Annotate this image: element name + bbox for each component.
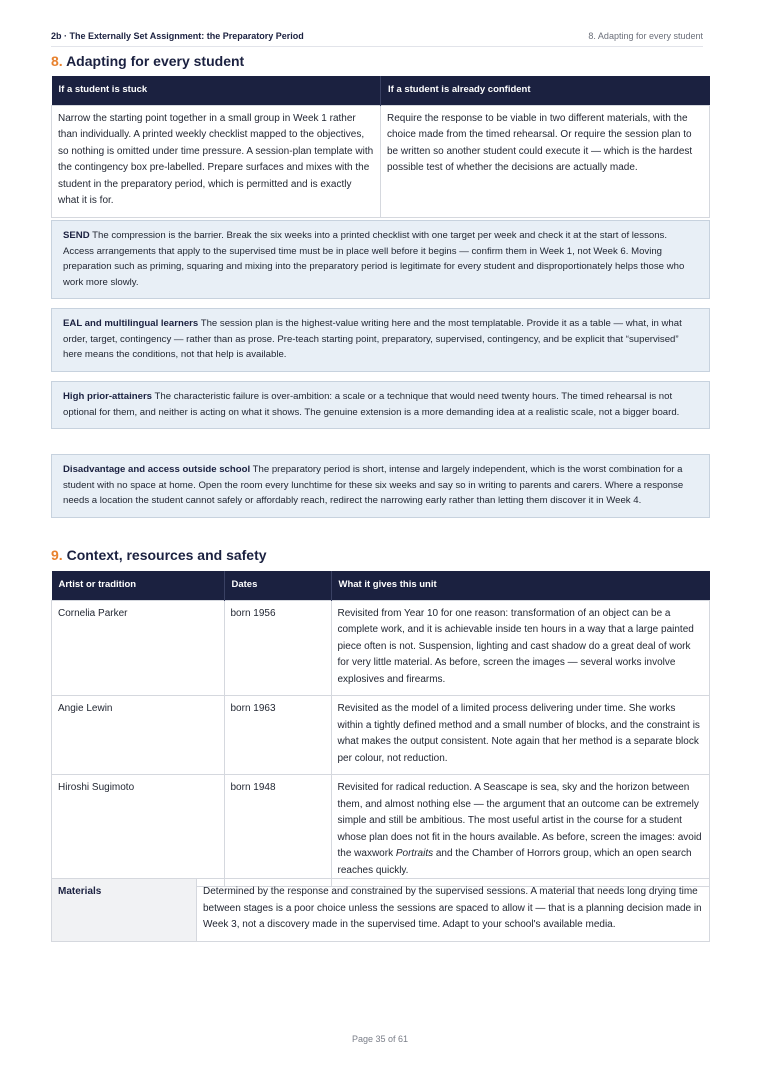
- artist-description: [331, 775, 710, 887]
- artist-dates: born 1956: [224, 600, 331, 696]
- note-label: SEND: [63, 230, 90, 241]
- context-header-dates: Dates: [224, 571, 331, 600]
- section-8-heading: [51, 53, 244, 69]
- context-table: [51, 571, 710, 887]
- artist-description-part: Revisited for radical reduction. A Seascape is sea, sky and the horizon between them, and almost nothing else — the argument that an outcome can be extremely simple and still be ambitious. The most useful artist in the course for a student whose plan does not fit in the hours available. As before, screen the images: avoid the waxwork: [337, 782, 702, 859]
- table-row: [52, 696, 710, 775]
- artist-description-italic: Portraits: [395, 848, 434, 859]
- section-9-number: 9.: [51, 547, 63, 563]
- note-text: The characteristic failure is over-ambition: a scale or a technique that would need twenty hours. The timed rehearsal is not optional for them, and neither is acting on what it shows. The genuine extension is a more demanding idea at a realistic scale, not a bigger board.: [63, 391, 680, 418]
- adapting-table: [51, 76, 710, 218]
- artist-description: Revisited from Year 10 for one reason: transformation of an object can be a complete work, and it is achievable inside ten hours in a way that a large painted piece often is not. Suspension, lighting and cast shadow do a great deal of work for very little material. As before, screen the images — several works involve explosives and firearms.: [331, 600, 710, 696]
- note-text: The session plan is the highest-value writing here and the most templatable. Provide it as a table — what, in what order, target, contingency — rather than as prose. Pre-teach starting point, preparatory, supervised, contingency, and be explicit that “supervised” here means the conditions, not that help is available.: [63, 318, 682, 361]
- adapting-header-stuck: If a student is stuck: [52, 76, 381, 105]
- running-header-title: 2b · The Externally Set Assignment: the Preparatory Period: [51, 31, 304, 41]
- section-8-title: Adapting for every student: [66, 53, 245, 69]
- context-header-gives: What it gives this unit: [331, 571, 710, 600]
- section-9-heading: [51, 547, 267, 563]
- note-disadvantage: [51, 454, 710, 518]
- artist-name: Hiroshi Sugimoto: [52, 775, 225, 887]
- context-header-artist: Artist or tradition: [52, 571, 225, 600]
- adapting-cell-stuck: Narrow the starting point together in a small group in Week 1 rather than individually. A printed weekly checklist mapped to the objectives, so nothing is omitted under time pressure. A session-plan template with the contingency box pre-labelled. Prepare surfaces and mixes with the student in the preparatory period, which is permitted and is exactly what it is for.: [52, 105, 381, 217]
- artist-dates: born 1963: [224, 696, 331, 775]
- adapting-cell-confident: Require the response to be viable in two different materials, with the choice made from the timed rehearsal. Or require the session plan to be written so another student could execute it — which is the hardest possible test of whether the decisions are actually made.: [381, 105, 710, 217]
- table-row: [52, 600, 710, 696]
- note-label: EAL and multilingual learners: [63, 318, 199, 329]
- table-row: [52, 879, 710, 942]
- table-row: [52, 775, 710, 887]
- materials-label: Materials: [52, 879, 197, 942]
- note-label: Disadvantage and access outside school: [63, 464, 251, 475]
- note-text: The compression is the barrier. Break the six weeks into a printed checklist with one target per week and check it at the start of lessons. Access arrangements that apply to the supervised time must be in place well before it begins — confirm them in Week 1, not Week 6. Moving preparation such as priming, squaring and mixing into the preparatory period is legitimate for every student and disproportionately helps those who work more slowly.: [63, 230, 685, 288]
- artist-name: Angie Lewin: [52, 696, 225, 775]
- note-high-prior-attainers: [51, 381, 710, 429]
- table-row: [52, 105, 710, 217]
- page-number: Page 35 of 61: [351, 1034, 409, 1044]
- artist-description: Revisited as the model of a limited process delivering under time. She works within a tightly defined method and a small number of blocks, and the constraint is what makes the output consistent. Note again that her method is a separate block per colour, not reduction.: [331, 696, 710, 775]
- running-header: [51, 28, 703, 47]
- note-text: The preparatory period is short, intense and largely independent, which is the worst combination for a student with no space at home. Open the room every lunchtime for these six weeks and say so in writing to parents and carers. Where a response needs a location the student cannot safely or affordably reach, redirect the narrowing early rather than letting them discover it in Week 4.: [63, 464, 684, 507]
- artist-dates: born 1948: [224, 775, 331, 887]
- note-eal: [51, 308, 710, 372]
- note-label: High prior-attainers: [63, 391, 153, 402]
- section-9-title: Context, resources and safety: [66, 547, 267, 563]
- running-header-section: 8. Adapting for every student: [588, 31, 703, 41]
- materials-box: [51, 878, 710, 942]
- section-8-number: 8.: [51, 53, 63, 69]
- artist-description-part: and the Chamber of Horrors group, which an open search reaches quickly.: [337, 848, 692, 876]
- adapting-header-confident: If a student is already confident: [381, 76, 710, 105]
- note-send: [51, 220, 710, 299]
- materials-text: Determined by the response and constrained by the supervised sessions. A material that needs long drying time between stages is a poor choice unless the sessions are spaced to allow it — that is a planning decision made in Week 3, not a discovery made in the supervised time. Adapt to your school's available media.: [197, 879, 710, 942]
- artist-name: Cornelia Parker: [52, 600, 225, 696]
